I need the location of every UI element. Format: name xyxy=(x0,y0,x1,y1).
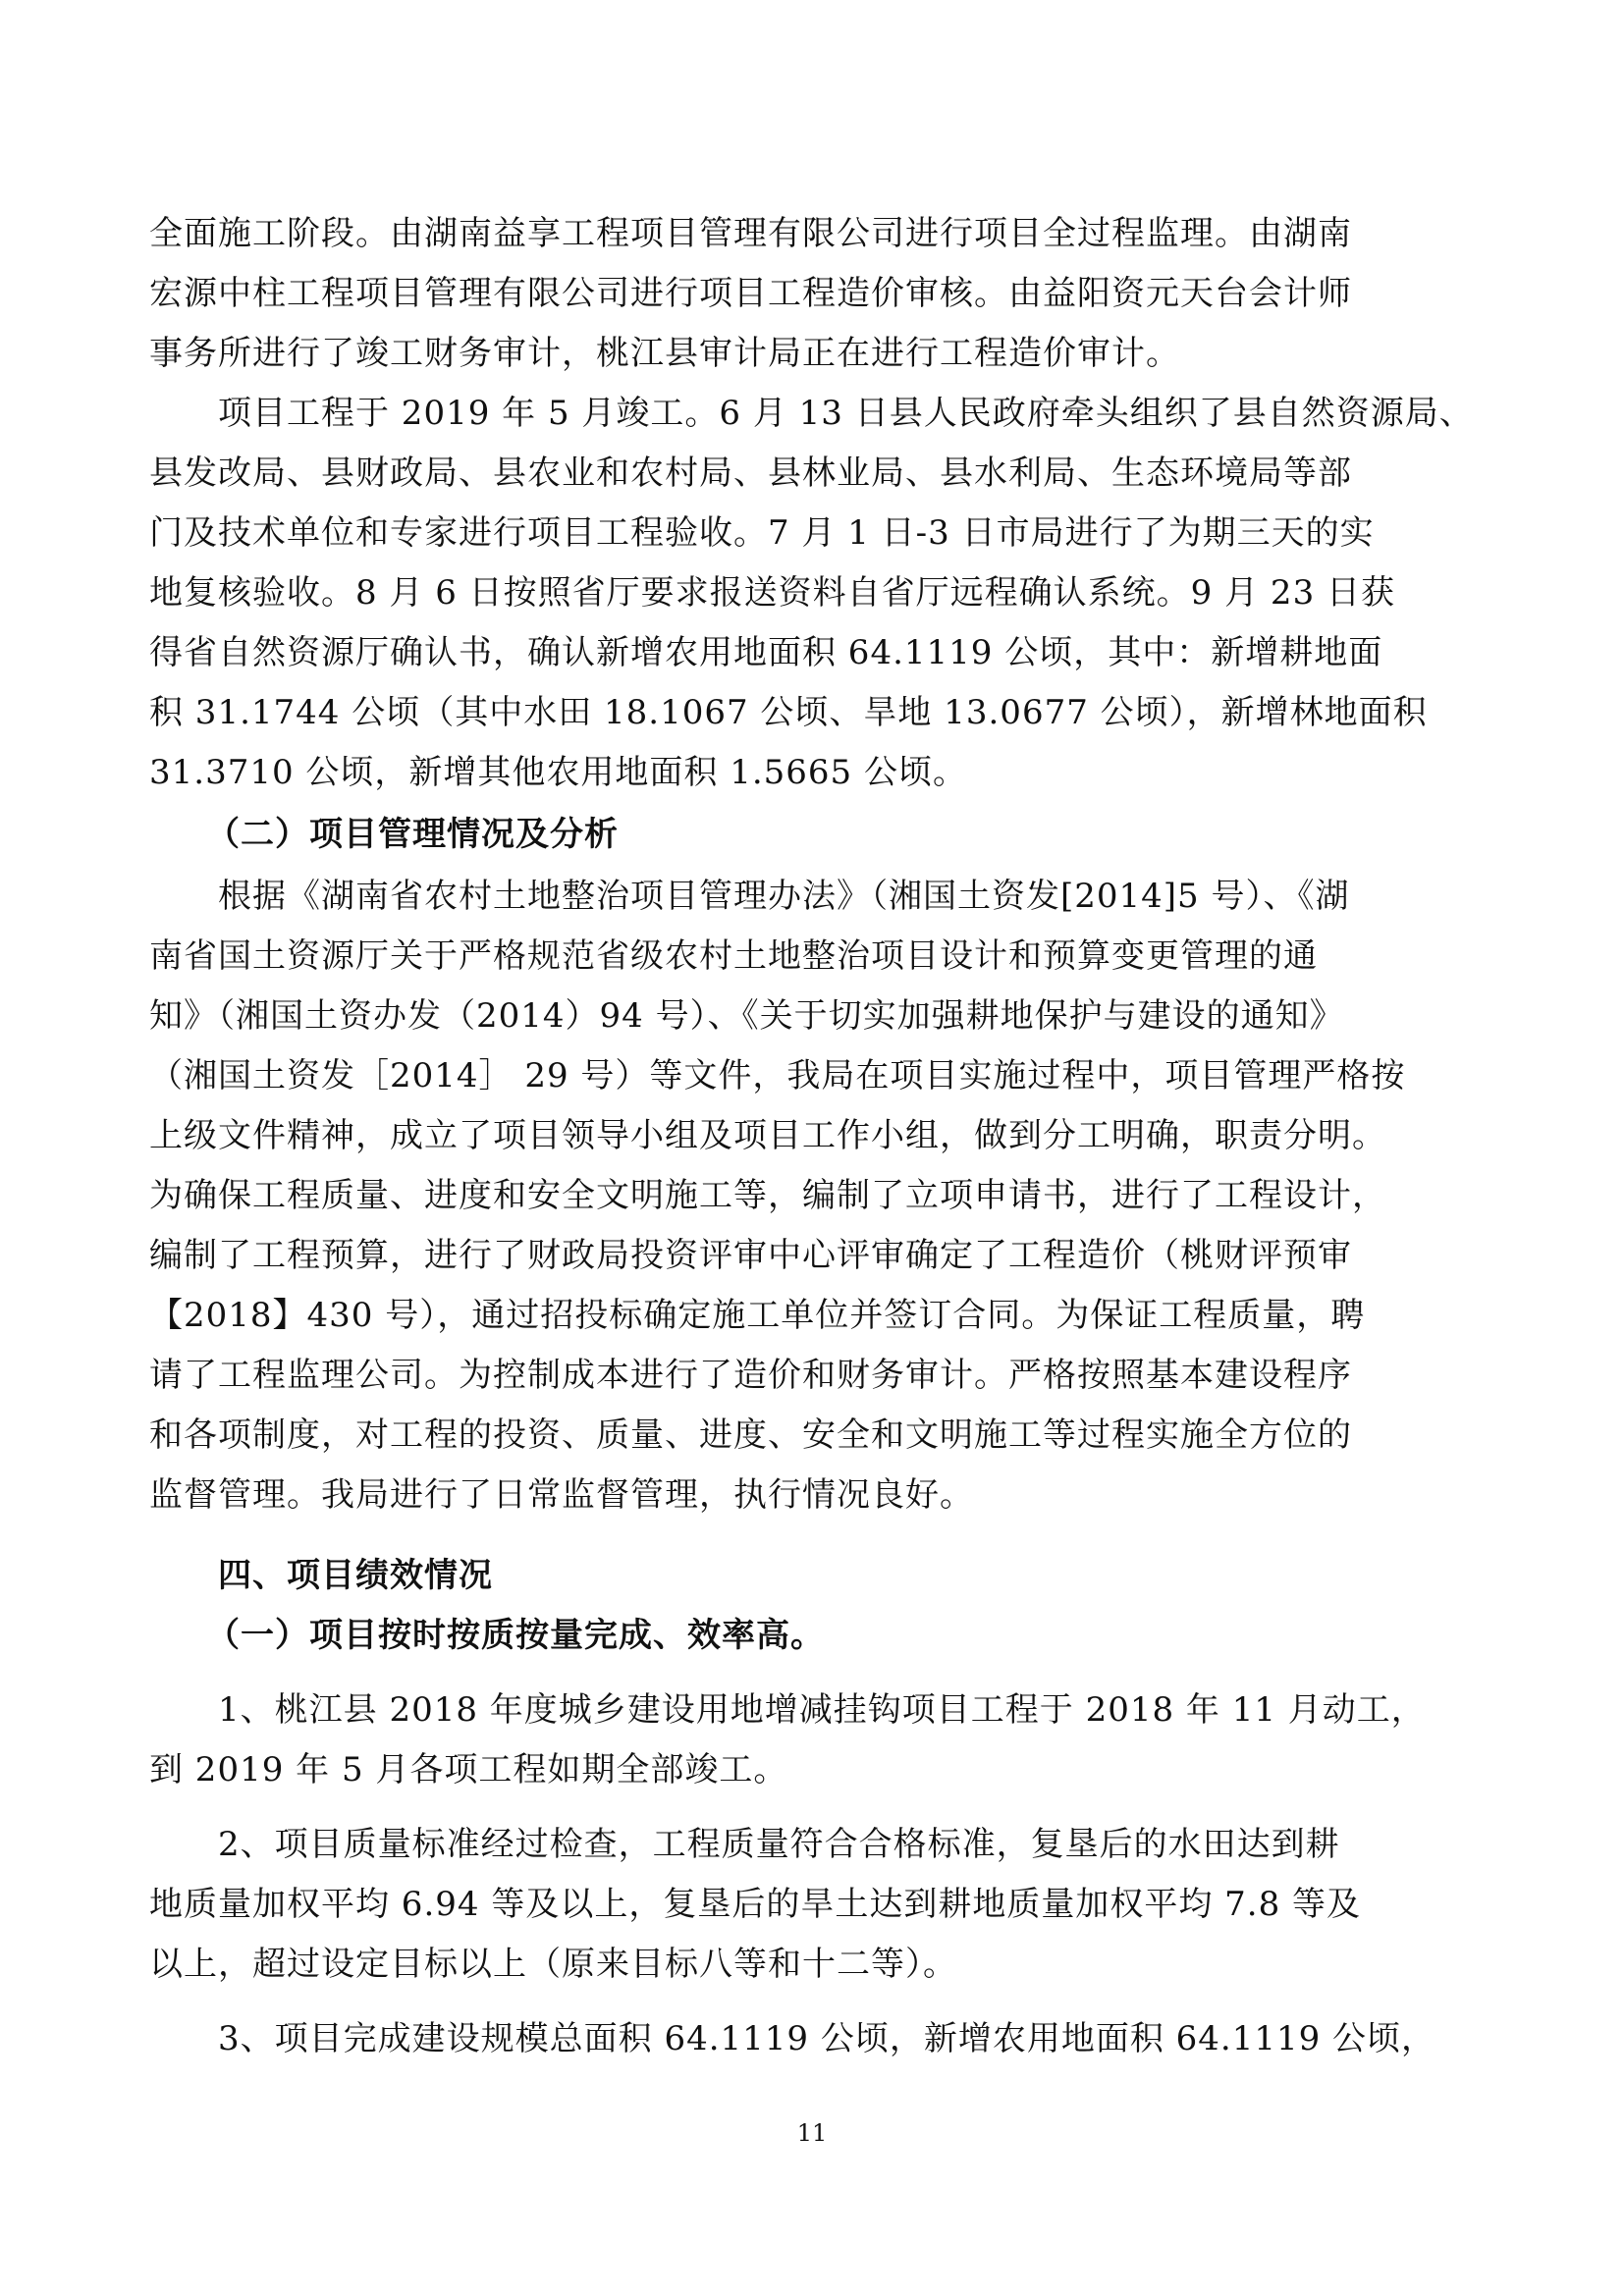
body-text-line: 1、桃江县 2018 年度城乡建设用地增减挂钩项目工程于 2018 年 11 月动工， xyxy=(218,1690,1426,1730)
body-text-line: 事务所进行了竣工财务审计，桃江县审计局正在进行工程造价审计。 xyxy=(149,334,1180,373)
body-text-line: 请了工程监理公司。为控制成本进行了造价和财务审计。严格按照基本建设程序 xyxy=(149,1356,1352,1395)
body-text-line: 【2018】430 号），通过招投标确定施工单位并签订合同。为保证工程质量，聘 xyxy=(149,1296,1366,1335)
body-text-line: 县发改局、县财政局、县农业和农村局、县林业局、县水利局、生态环境局等部 xyxy=(149,454,1352,493)
body-text-line: （湘国土资发［2014］ 29 号）等文件，我局在项目实施过程中，项目管理严格按 xyxy=(149,1056,1406,1095)
body-text-line: 监督管理。我局进行了日常监督管理，执行情况良好。 xyxy=(149,1475,974,1515)
body-text-line: 和各项制度，对工程的投资、质量、进度、安全和文明施工等过程实施全方位的 xyxy=(149,1415,1352,1455)
page-number: 11 xyxy=(796,2119,828,2147)
body-text-line: 门及技术单位和专家进行项目工程验收。7 月 1 日-3 日市局进行了为期三天的实 xyxy=(149,513,1375,553)
body-text-line: 上级文件精神，成立了项目领导小组及项目工作小组，做到分工明确，职责分明。 xyxy=(149,1116,1386,1155)
section-heading: （二）项目管理情况及分析 xyxy=(206,815,619,854)
body-text-line: 知》（湘国土资办发（2014）94 号）、《关于切实加强耕地保护与建设的通知》 xyxy=(149,996,1344,1036)
body-text-line: 南省国土资源厅关于严格规范省级农村土地整治项目设计和预算变更管理的通 xyxy=(149,936,1318,976)
body-text-line: 地复核验收。8 月 6 日按照省厅要求报送资料自省厅远程确认系统。9 月 23 日获 xyxy=(149,573,1396,613)
body-text-line: 2、项目质量标准经过检查，工程质量符合合格标准，复垦后的水田达到耕 xyxy=(218,1825,1340,1864)
body-text-line: 积 31.1744 公顷（其中水田 18.1067 公顷、旱地 13.0677 公顷），新增林地面积 xyxy=(149,693,1428,732)
body-text-line: 以上，超过设定目标以上（原来目标八等和十二等）。 xyxy=(149,1945,957,1984)
body-text-line: 3、项目完成建设规模总面积 64.1119 公顷，新增农用地面积 64.1119 公顷， xyxy=(218,2019,1436,2058)
body-text-line: 宏源中柱工程项目管理有限公司进行项目工程造价审核。由益阳资元天台会计师 xyxy=(149,274,1352,313)
body-text-line: 全面施工阶段。由湖南益享工程项目管理有限公司进行项目全过程监理。由湖南 xyxy=(149,214,1352,253)
body-text-line: 得省自然资源厅确认书，确认新增农用地面积 64.1119 公顷，其中：新增耕地面 xyxy=(149,633,1383,672)
section-heading: （一）项目按时按质按量完成、效率高。 xyxy=(206,1616,825,1655)
body-text-line: 项目工程于 2019 年 5 月竣工。6 月 13 日县人民政府牵头组织了县自然资源局、 xyxy=(218,394,1474,433)
body-text-line: 根据《湖南省农村土地整治项目管理办法》（湘国土资发[2014]5 号）、《湖 xyxy=(218,877,1350,916)
body-text-line: 31.3710 公顷，新增其他农用地面积 1.5665 公顷。 xyxy=(149,753,967,792)
chapter-heading: 四、项目绩效情况 xyxy=(218,1556,493,1595)
body-text-line: 到 2019 年 5 月各项工程如期全部竣工。 xyxy=(149,1750,788,1789)
body-text-line: 地质量加权平均 6.94 等及以上，复垦后的旱土达到耕地质量加权平均 7.8 等及 xyxy=(149,1885,1362,1924)
body-text-line: 为确保工程质量、进度和安全文明施工等，编制了立项申请书，进行了工程设计， xyxy=(149,1176,1386,1215)
body-text-line: 编制了工程预算，进行了财政局投资评审中心评审确定了工程造价（桃财评预审 xyxy=(149,1236,1352,1275)
